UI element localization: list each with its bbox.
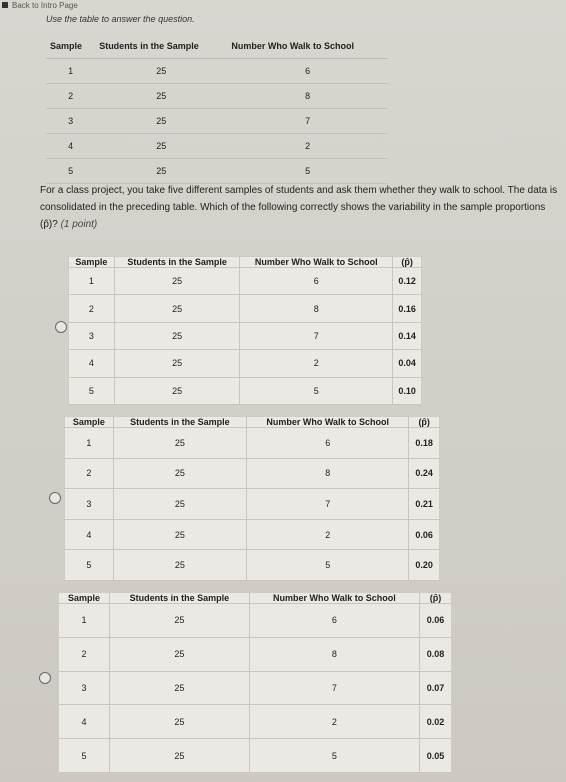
walk-cell: 8 bbox=[227, 84, 388, 109]
students-cell: 25 bbox=[113, 489, 246, 520]
students-cell: 25 bbox=[95, 84, 227, 109]
option-header-row bbox=[59, 593, 451, 604]
table-row bbox=[65, 519, 439, 550]
students-cell: 25 bbox=[113, 428, 246, 459]
header-walk: Number Who Walk to School bbox=[247, 417, 409, 428]
proportion-cell: 0.21 bbox=[409, 489, 439, 520]
header-sample: Sample bbox=[59, 593, 110, 604]
table-row bbox=[46, 109, 388, 134]
table-row bbox=[69, 350, 421, 377]
table-row bbox=[46, 159, 388, 184]
students-cell: 25 bbox=[113, 550, 246, 581]
proportion-cell: 0.05 bbox=[419, 739, 451, 773]
walk-cell: 5 bbox=[247, 550, 409, 581]
sample-cell: 3 bbox=[65, 489, 113, 520]
sample-cell: 3 bbox=[46, 109, 95, 134]
sample-cell: 3 bbox=[69, 322, 114, 349]
proportion-cell: 0.06 bbox=[419, 604, 451, 638]
instruction-text: Use the table to answer the question. bbox=[46, 14, 195, 24]
walk-cell: 2 bbox=[240, 350, 393, 377]
back-icon[interactable] bbox=[2, 2, 8, 8]
students-cell: 25 bbox=[95, 134, 227, 159]
table-row bbox=[59, 604, 451, 638]
sample-cell: 2 bbox=[69, 295, 114, 322]
walk-cell: 2 bbox=[249, 705, 419, 739]
proportion-cell: 0.10 bbox=[393, 377, 421, 404]
table-row bbox=[69, 322, 421, 349]
option-b-radio[interactable] bbox=[49, 492, 61, 504]
walk-cell: 5 bbox=[249, 739, 419, 773]
sample-cell: 1 bbox=[46, 59, 95, 84]
table-row bbox=[59, 739, 451, 773]
students-cell: 25 bbox=[114, 350, 240, 377]
students-cell: 25 bbox=[95, 109, 227, 134]
table-header-row bbox=[46, 34, 388, 59]
header-proportion: (p̂) bbox=[393, 257, 421, 268]
proportion-cell: 0.12 bbox=[393, 268, 421, 295]
sample-cell: 2 bbox=[65, 458, 113, 489]
proportion-cell: 0.18 bbox=[409, 428, 439, 459]
walk-cell: 7 bbox=[249, 671, 419, 705]
students-cell: 25 bbox=[95, 159, 227, 184]
top-nav bbox=[0, 0, 122, 10]
walk-cell: 6 bbox=[240, 268, 393, 295]
table-row bbox=[65, 428, 439, 459]
proportion-cell: 0.04 bbox=[393, 350, 421, 377]
walk-cell: 8 bbox=[249, 637, 419, 671]
table-row bbox=[46, 59, 388, 84]
table-row bbox=[69, 377, 421, 404]
header-students: Students in the Sample bbox=[113, 417, 246, 428]
sample-cell: 1 bbox=[59, 604, 110, 638]
walk-cell: 7 bbox=[240, 322, 393, 349]
students-cell: 25 bbox=[113, 458, 246, 489]
sample-cell: 4 bbox=[69, 350, 114, 377]
sample-cell: 5 bbox=[65, 550, 113, 581]
proportion-cell: 0.08 bbox=[419, 637, 451, 671]
data-table bbox=[46, 34, 388, 184]
walk-cell: 6 bbox=[249, 604, 419, 638]
option-b-table[interactable] bbox=[64, 416, 440, 582]
table-row bbox=[65, 458, 439, 489]
header-walk: Number Who Walk to School bbox=[227, 34, 388, 59]
header-students: Students in the Sample bbox=[95, 34, 227, 59]
question-body: For a class project, you take five different samples of students and ask them whether they walk to school. The data is consolidated in the preceding table. Which of the following correctly shows the variability in the sample proportions (p̂)? bbox=[40, 185, 558, 230]
walk-cell: 5 bbox=[227, 159, 388, 184]
sample-cell: 4 bbox=[65, 519, 113, 550]
header-sample: Sample bbox=[69, 257, 114, 268]
sample-cell: 5 bbox=[69, 377, 114, 404]
sample-cell: 5 bbox=[46, 159, 95, 184]
students-cell: 25 bbox=[110, 604, 250, 638]
walk-cell: 7 bbox=[247, 489, 409, 520]
proportion-cell: 0.24 bbox=[409, 458, 439, 489]
students-cell: 25 bbox=[114, 377, 240, 404]
walk-cell: 7 bbox=[227, 109, 388, 134]
walk-cell: 6 bbox=[247, 428, 409, 459]
proportion-cell: 0.14 bbox=[393, 322, 421, 349]
table-row bbox=[69, 268, 421, 295]
table-row bbox=[59, 637, 451, 671]
header-students: Students in the Sample bbox=[110, 593, 250, 604]
students-cell: 25 bbox=[114, 322, 240, 349]
students-cell: 25 bbox=[110, 637, 250, 671]
proportion-cell: 0.06 bbox=[409, 519, 439, 550]
sample-cell: 2 bbox=[59, 637, 110, 671]
students-cell: 25 bbox=[110, 705, 250, 739]
header-walk: Number Who Walk to School bbox=[240, 257, 393, 268]
proportion-cell: 0.16 bbox=[393, 295, 421, 322]
students-cell: 25 bbox=[114, 268, 240, 295]
walk-cell: 2 bbox=[227, 134, 388, 159]
students-cell: 25 bbox=[95, 59, 227, 84]
table-row bbox=[59, 705, 451, 739]
walk-cell: 8 bbox=[247, 458, 409, 489]
option-a-radio[interactable] bbox=[55, 321, 67, 333]
header-walk: Number Who Walk to School bbox=[249, 593, 419, 604]
table-row bbox=[65, 550, 439, 581]
header-students: Students in the Sample bbox=[114, 257, 240, 268]
sample-cell: 4 bbox=[59, 705, 110, 739]
table-row bbox=[46, 84, 388, 109]
option-c-table[interactable] bbox=[58, 592, 452, 774]
option-header-row bbox=[65, 417, 439, 428]
header-sample: Sample bbox=[65, 417, 113, 428]
sample-cell: 1 bbox=[65, 428, 113, 459]
question-text bbox=[40, 182, 560, 233]
students-cell: 25 bbox=[113, 519, 246, 550]
table-row bbox=[59, 671, 451, 705]
walk-cell: 2 bbox=[247, 519, 409, 550]
students-cell: 25 bbox=[114, 295, 240, 322]
sample-cell: 4 bbox=[46, 134, 95, 159]
sample-cell: 1 bbox=[69, 268, 114, 295]
points-label: (1 point) bbox=[60, 219, 98, 230]
sample-cell: 5 bbox=[59, 739, 110, 773]
proportion-cell: 0.20 bbox=[409, 550, 439, 581]
option-c-radio[interactable] bbox=[39, 672, 51, 684]
students-cell: 25 bbox=[110, 671, 250, 705]
option-a-table[interactable] bbox=[68, 256, 422, 406]
table-row bbox=[46, 134, 388, 159]
header-proportion: (p̂) bbox=[419, 593, 451, 604]
proportion-cell: 0.07 bbox=[419, 671, 451, 705]
sample-cell: 3 bbox=[59, 671, 110, 705]
option-header-row bbox=[69, 257, 421, 268]
header-proportion: (p̂) bbox=[409, 417, 439, 428]
header-sample: Sample bbox=[46, 34, 95, 59]
walk-cell: 8 bbox=[240, 295, 393, 322]
proportion-cell: 0.02 bbox=[419, 705, 451, 739]
walk-cell: 6 bbox=[227, 59, 388, 84]
back-link[interactable]: Back to Intro Page bbox=[12, 0, 78, 10]
sample-cell: 2 bbox=[46, 84, 95, 109]
students-cell: 25 bbox=[110, 739, 250, 773]
table-row bbox=[65, 489, 439, 520]
walk-cell: 5 bbox=[240, 377, 393, 404]
table-row bbox=[69, 295, 421, 322]
